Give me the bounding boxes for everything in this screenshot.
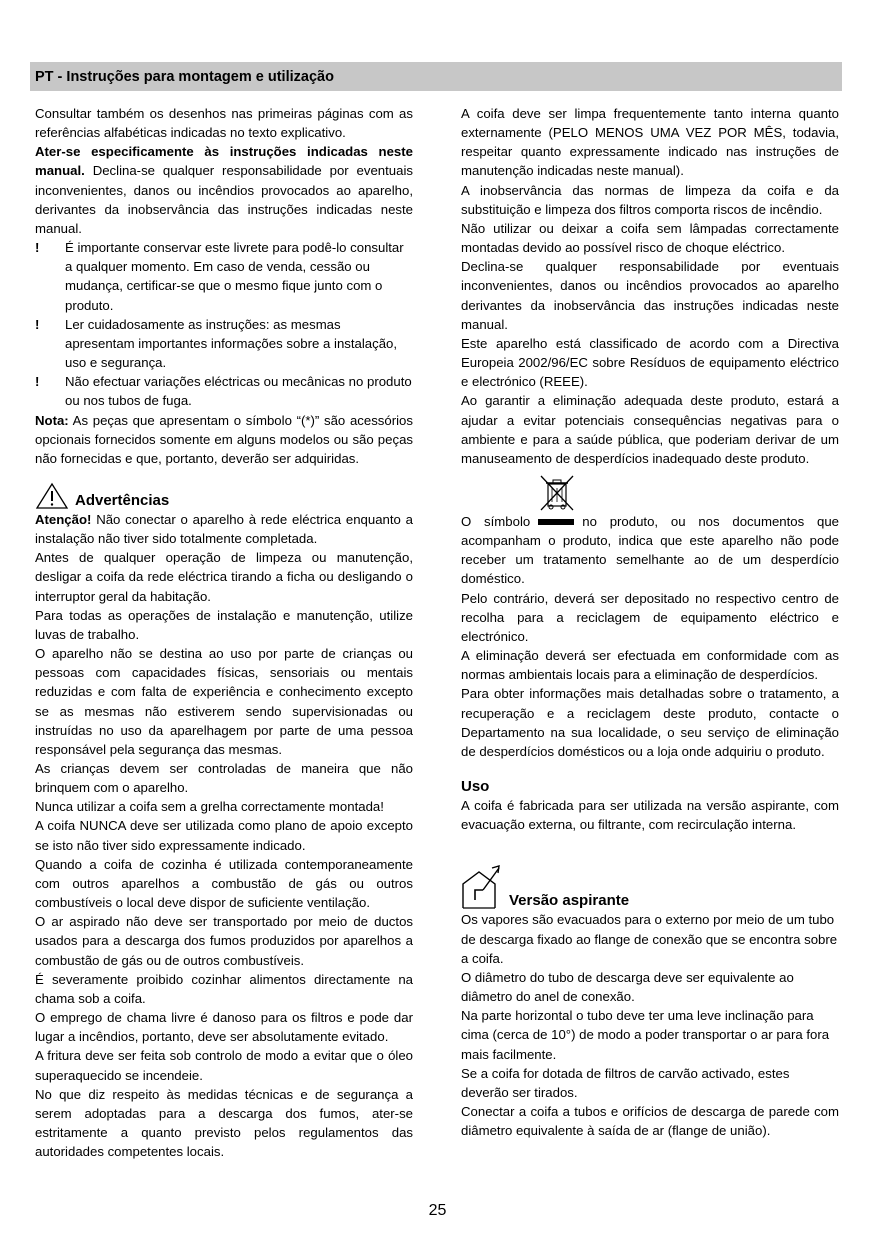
weee-paragraph: Pelo contrário, deverá ser depositado no respectivo centro de recolha para a reciclagem de equipamento eléctrico e electrónico.	[461, 590, 839, 644]
warning-triangle-icon	[35, 482, 69, 510]
warning-paragraph: As crianças devem ser controladas de maneira que não brinquem com o aparelho.	[35, 761, 413, 796]
aspirante-heading: Versão aspirante	[461, 862, 839, 910]
uso-heading: Uso	[461, 778, 490, 795]
aspirante-paragraph: Os vapores são evacuados para o externo por meio de um tubo de descarga fixado ao flange de conexão que se encontra sobre a coifa.	[461, 912, 838, 966]
intro-paragraph: Consultar também os desenhos nas primeiras páginas com as referências alfabéticas indicadas no texto explicativo.	[35, 106, 413, 141]
weee-paragraph: Para obter informações mais detalhadas sobre o tratamento, a recuperação e a reciclagem deste produto, contacte o Departamento na sua localidade, o seu serviço de eliminação de desperdícios domésticos ou a loja onde adquiriu o produto.	[461, 686, 839, 759]
maintenance-paragraph: A coifa deve ser limpa frequentemente tanto interna quanto externamente (PELO MENOS UMA VEZ POR MÊS, todavia, respeitar quanto expressamente indicado nas instruções de manutenção indicadas neste manual).	[461, 106, 839, 179]
warning-paragraph: Para todas as operações de instalação e manutenção, utilize luvas de trabalho.	[35, 607, 413, 642]
maintenance-paragraph: Declina-se qualquer responsabilidade por eventuais inconvenientes, danos ou incêndios provocados ao aparelho derivantes da inobservância das instruções indicadas neste manual.	[461, 259, 839, 332]
bullet-text: Ler cuidadosamente as instruções: as mesmas apresentam importantes informações sobre a instalação, uso e segurança.	[65, 316, 398, 371]
uso-paragraph: A coifa é fabricada para ser utilizada na versão aspirante, com evacuação externa, ou filtrante, com recirculação interna.	[461, 798, 839, 833]
bullet-item	[35, 372, 413, 410]
right-column	[461, 104, 839, 1140]
aspirante-paragraph: Se a coifa for dotada de filtros de carvão activado, estes deverão ser tirados.	[461, 1065, 790, 1100]
warning-paragraph: No que diz respeito às medidas técnicas e de segurança a serem adoptadas para a descarga dos fumos, ater-se estritamente a quanto previsto pelos regulamentos das autoridades competentes locais.	[35, 1086, 413, 1160]
bullet-mark: !	[35, 240, 40, 256]
weee-paragraph: A eliminação deverá ser efectuada em conformidade com as normas ambientais locais para a eliminação de desperdícios.	[461, 648, 839, 683]
warning-paragraph: Nunca utilizar a coifa sem a grelha correctamente montada!	[35, 799, 384, 815]
warning-paragraph: Quando a coifa de cozinha é utilizada contemporaneamente com outros aparelhos a combustão de gás ou outros combustíveis o local deve dispor de suficiente ventilação.	[35, 856, 413, 911]
page-number: 25	[428, 1202, 447, 1219]
weee-paragraph: Ao garantir a eliminação adequada deste produto, estará a ajudar a evitar potenciais consequências negativas para o ambiente e para a saúde pública, que poderiam derivar de um manuseamento de desperdícios inadequado deste produto.	[461, 393, 839, 466]
warnings-heading: Advertências	[35, 482, 413, 510]
warning-paragraph: Antes de qualquer operação de limpeza ou manutenção, desligar a coifa da rede eléctrica tirando a ficha ou desligando o interruptor geral da habitação.	[35, 550, 413, 604]
bullet-mark: !	[35, 316, 40, 332]
weee-paragraph: Este aparelho está classificado de acordo com a Directiva Europeia 2002/96/EC sobre Resíduos de equipamento eléctrico e electrónico (REEE).	[461, 335, 839, 390]
aspirante-paragraph: Na parte horizontal o tubo deve ter uma leve inclinação para cima (cerca de 10°) de modo a poder transportar o ar para fora mais facilmente.	[461, 1008, 830, 1062]
maintenance-paragraph: A inobservância das normas de limpeza da coifa e da substituição e limpeza dos filtros comporta riscos de incêndio.	[461, 182, 839, 217]
page-title: PT - Instruções para montagem e utilização	[35, 69, 334, 85]
warning-paragraph: Atenção! Não conectar o aparelho à rede eléctrica enquanto a instalação não tiver sido totalmente completada.	[35, 511, 413, 547]
weee-symbol-row	[461, 468, 839, 512]
bullet-item	[35, 238, 413, 315]
bullet-text: Não efectuar variações eléctricas ou mecânicas no produto ou nos tubos de fuga.	[65, 374, 412, 409]
warning-paragraph: A coifa NUNCA deve ser utilizada como plano de apoio excepto se isto não tiver sido expressamente indicado.	[35, 818, 413, 853]
weee-bar-icon	[538, 519, 574, 525]
warning-paragraph: O ar aspirado não deve ser transportado por meio de ductos usados para a descarga dos fumos produzidos por aparelhos a combustão de gás ou de outros combustíveis.	[35, 914, 413, 968]
warning-paragraph: O emprego de chama livre é danoso para os filtros e pode dar lugar a incêndios, portanto, deve ser absolutamente evitado.	[35, 1010, 413, 1045]
section-header	[30, 62, 842, 91]
bullet-mark: !	[35, 374, 40, 390]
left-column	[35, 104, 413, 1161]
warning-paragraph: A fritura deve ser feita sob controlo de modo a evitar que o óleo superaquecido se incendeie.	[35, 1048, 413, 1083]
bullet-text: É importante conservar este livrete para podê-lo consultar a qualquer momento. Em caso de venda, cessão ou mudança, certificar-se que o mesmo fique junto com o produto.	[65, 240, 404, 313]
note-paragraph: Nota: As peças que apresentam o símbolo “(*)” são acessórios opcionais fornecidos somente em alguns modelos ou são peças não fornecidas e que, portanto, deverão ser adquiridas.	[35, 412, 413, 466]
aspirante-paragraph: Conectar a coifa a tubos e orifícios de descarga de parede com diâmetro equivalente à saída de ar (flange de união).	[461, 1104, 839, 1139]
symbol-paragraph: O símbolo no produto, ou nos documentos que acompanham o produto, indica que este aparelho não pode receber um tratamento semelhante ao de um desperdício doméstico.	[461, 513, 840, 587]
aspirante-paragraph: O diâmetro do tubo de descarga deve ser equivalente ao diâmetro do anel de conexão.	[461, 969, 794, 1005]
warning-paragraph: O aparelho não se destina ao uso por parte de crianças ou pessoas com capacidades físicas, sensoriais ou mentais reduzidas e com falta de experiência e conhecimento excepto se as mesmas não estiverem sendo supervisionadas ou instruídas no uso da aparelhagem por parte de uma pessoa responsável pela segurança das mesmas.	[35, 646, 413, 757]
bullet-item	[35, 315, 413, 372]
warning-paragraph: É severamente proibido cozinhar alimentos directamente na chama sob a coifa.	[35, 971, 413, 1006]
ducted-hood-icon	[461, 862, 505, 910]
crossed-bin-icon	[537, 474, 577, 512]
attention-paragraph: Ater-se especificamente às instruções indicadas neste manual. Declina-se qualquer responsabilidade por eventuais inconvenientes, danos ou incêndios provocados ao aparelho, derivantes da inobservância das instruções indicadas neste manual.	[35, 144, 413, 236]
maintenance-paragraph: Não utilizar ou deixar a coifa sem lâmpadas correctamente montadas devido ao possível risco de choque eléctrico.	[461, 220, 839, 256]
